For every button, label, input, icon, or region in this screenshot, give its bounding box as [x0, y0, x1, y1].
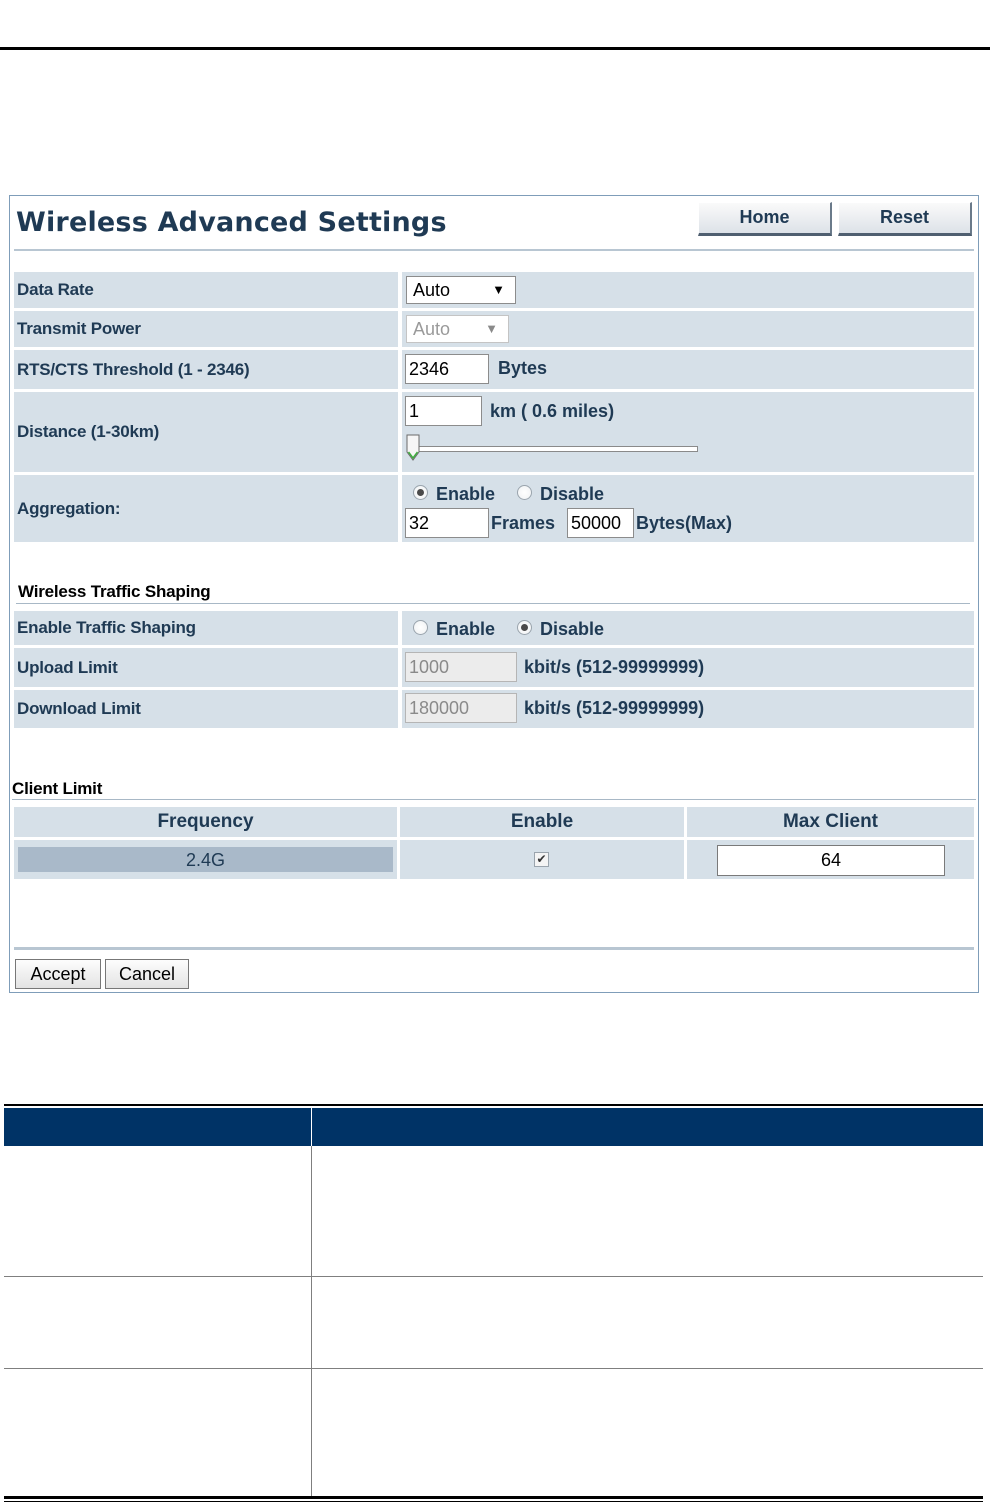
distance-row — [14, 392, 974, 472]
traffic-shaping-disable-label: Disable — [540, 619, 605, 639]
max-client-input[interactable]: 64 — [717, 845, 945, 876]
distance-value-cell — [402, 392, 974, 472]
download-limit-input[interactable]: 180000 — [405, 693, 517, 723]
reset-button[interactable]: Reset — [838, 202, 972, 236]
aggregation-disable-label: Disable — [540, 484, 605, 504]
actions-divider — [14, 947, 974, 950]
frequency-value: 2.4G — [18, 847, 393, 872]
transmit-power-select[interactable] — [406, 315, 509, 343]
home-button[interactable]: Home — [698, 202, 832, 236]
doc-table-header-divider — [311, 1108, 312, 1146]
distance-slider-handle[interactable] — [406, 434, 420, 462]
transmit-power-value-cell — [402, 311, 974, 347]
doc-table-bottom-rule — [4, 1496, 983, 1499]
traffic-shaping-divider — [16, 603, 970, 604]
doc-table-column-divider — [311, 1146, 312, 1496]
page-header-rule — [0, 47, 990, 50]
upload-limit-unit: kbit/s (512-99999999) — [524, 657, 705, 677]
column-header-max-client: Max Client — [687, 807, 974, 837]
aggregation-value-cell — [402, 475, 974, 542]
aggregation-enable-label: Enable — [436, 484, 496, 504]
dropdown-arrow-icon: ▼ — [485, 321, 498, 336]
transmit-power-label: Transmit Power — [14, 311, 398, 347]
title-divider — [14, 249, 974, 251]
distance-input[interactable]: 1 — [405, 396, 482, 426]
doc-table-row-divider — [4, 1276, 983, 1277]
max-client-cell — [687, 840, 974, 879]
rts-cts-row — [14, 350, 974, 389]
rts-cts-input[interactable]: 2346 — [405, 354, 489, 384]
cancel-button[interactable]: Cancel — [105, 959, 189, 989]
download-limit-label: Download Limit — [14, 690, 398, 728]
distance-label: Distance (1-30km) — [14, 392, 398, 472]
traffic-shaping-disable-radio[interactable] — [517, 620, 532, 635]
rts-cts-unit: Bytes — [498, 358, 548, 378]
upload-limit-row — [14, 648, 974, 687]
doc-table-top-rule — [4, 1104, 983, 1106]
aggregation-bytes-label: Bytes(Max) — [636, 513, 733, 533]
upload-limit-label: Upload Limit — [14, 648, 398, 687]
aggregation-frames-label: Frames — [491, 513, 556, 533]
download-limit-row — [14, 690, 974, 728]
traffic-shaping-enable-radio[interactable] — [413, 620, 428, 635]
upload-limit-value-cell — [402, 648, 974, 687]
rts-cts-value-cell — [402, 350, 974, 389]
aggregation-frames-input[interactable]: 32 — [405, 508, 489, 538]
frequency-cell — [14, 840, 397, 879]
data-rate-select[interactable] — [406, 276, 516, 304]
aggregation-bytes-input[interactable]: 50000 — [567, 508, 634, 538]
client-limit-divider — [12, 799, 976, 800]
enable-cell — [400, 840, 684, 879]
client-limit-heading: Client Limit — [12, 779, 103, 798]
column-header-frequency: Frequency — [14, 807, 397, 837]
enable-traffic-shaping-value-cell — [402, 611, 974, 645]
aggregation-disable-radio[interactable] — [517, 485, 532, 500]
data-rate-row — [14, 272, 974, 308]
aggregation-label: Aggregation: — [14, 475, 398, 542]
distance-slider-track[interactable] — [412, 446, 698, 452]
enable-traffic-shaping-label: Enable Traffic Shaping — [14, 611, 398, 645]
download-limit-value-cell — [402, 690, 974, 728]
doc-table-header — [4, 1108, 983, 1146]
wireless-advanced-settings-panel — [9, 195, 979, 993]
column-header-enable: Enable — [400, 807, 684, 837]
aggregation-row — [14, 475, 974, 542]
doc-table-bottom-rule-thin — [4, 1501, 983, 1502]
accept-button[interactable]: Accept — [15, 959, 101, 989]
traffic-shaping-enable-label: Enable — [436, 619, 496, 639]
data-rate-selected: Auto — [413, 280, 451, 300]
client-limit-enable-checkbox[interactable]: ✔ — [534, 852, 549, 867]
transmit-power-row — [14, 311, 974, 347]
upload-limit-input[interactable]: 1000 — [405, 652, 517, 682]
enable-traffic-shaping-row — [14, 611, 974, 645]
doc-table-row-divider — [4, 1368, 983, 1369]
rts-cts-label: RTS/CTS Threshold (1 - 2346) — [14, 350, 398, 389]
page-title: Wireless Advanced Settings — [16, 207, 447, 238]
transmit-power-selected: Auto — [413, 319, 451, 339]
download-limit-unit: kbit/s (512-99999999) — [524, 698, 705, 718]
data-rate-label: Data Rate — [14, 272, 398, 308]
data-rate-value-cell — [402, 272, 974, 308]
aggregation-enable-radio[interactable] — [413, 485, 428, 500]
traffic-shaping-heading: Wireless Traffic Shaping — [18, 582, 211, 601]
dropdown-arrow-icon: ▼ — [492, 282, 505, 297]
distance-unit: km ( 0.6 miles) — [490, 401, 615, 421]
